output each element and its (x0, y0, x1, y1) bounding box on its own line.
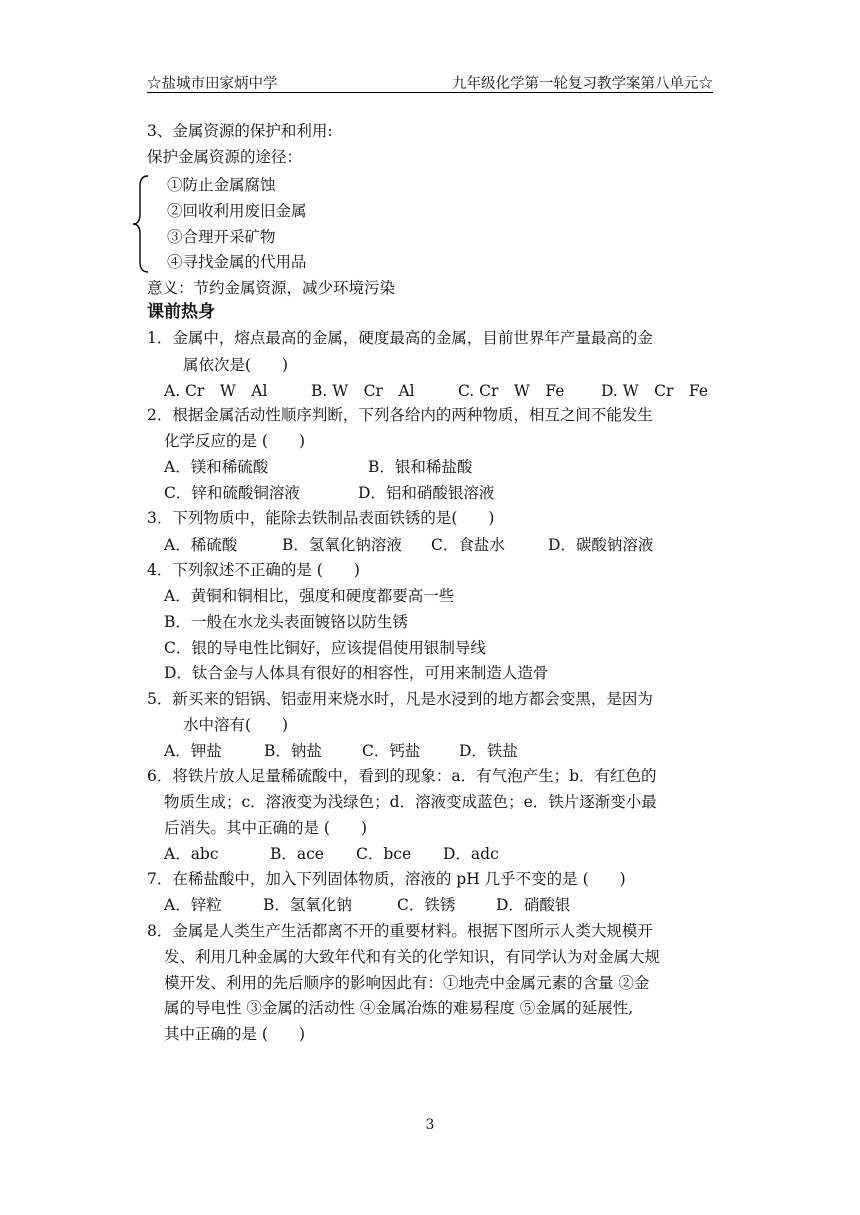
question-1-option-b: B. W Cr Al (311, 382, 415, 400)
question-3-option-a: A．稀硫酸 (164, 536, 238, 554)
question-7-option-d: D．硝酸银 (496, 896, 571, 914)
section-meaning: 意义：节约金属资源，减少环境污染 (147, 279, 396, 297)
question-3-line-1: 3．下列物质中，能除去铁制品表面铁锈的是( ) (147, 509, 495, 527)
question-2-option-b: B．银和稀盐酸 (368, 458, 473, 476)
question-3-option-b: B．氢氧化钠溶液 (282, 536, 402, 554)
header-school: ☆盐城市田家炳中学 (147, 76, 278, 92)
question-5-option-d: D．铁盐 (459, 742, 518, 760)
question-6-line-2: 物质生成；c．溶液变为浅绿色；d．溶液变成蓝色；e．铁片逐渐变小最 (164, 793, 657, 811)
section-title: 3、金属资源的保护和利用: (147, 122, 333, 140)
method-item-1: ①防止金属腐蚀 (167, 176, 276, 194)
question-4-option-a: A．黄铜和铜相比，强度和硬度都要高一些 (164, 587, 455, 605)
question-8-line-1: 8．金属是人类生产生活都离不开的重要材料。根据下图所示人类大规模开 (147, 922, 653, 940)
question-7-option-c: C．铁锈 (397, 896, 456, 914)
method-item-2: ②回收利用废旧金属 (167, 202, 307, 220)
question-5-line-1: 5．新买来的铝锅、铝壶用来烧水时，凡是水浸到的地方都会变黑，是因为 (147, 690, 653, 708)
question-7-option-a: A．锌粒 (164, 896, 222, 914)
question-3-option-c: C．食盐水 (431, 536, 505, 554)
question-4-line-1: 4．下列叙述不正确的是 ( ) (147, 561, 360, 579)
question-8-line-4: 属的导电性 ③金属的活动性 ④金属冶炼的难易程度 ⑤金属的延展性, (164, 999, 634, 1017)
question-1-line-2: 属依次是( ) (183, 356, 289, 374)
question-8-line-5: 其中正确的是 ( ) (164, 1025, 306, 1043)
question-7-line-1: 7．在稀盐酸中，加入下列固体物质，溶液的 pH 几乎不变的是 ( ) (147, 870, 626, 888)
section-subtitle: 保护金属资源的途径： (147, 148, 303, 166)
question-2-line-2: 化学反应的是 ( ) (164, 432, 306, 450)
question-4-option-d: D．钛合金与人体具有很好的相容性，可用来制造人造骨 (164, 664, 549, 682)
question-6-line-3: 后消失。其中正确的是 ( ) (164, 819, 368, 837)
question-5-line-2: 水中溶有( ) (183, 716, 289, 734)
question-1-option-c: C. Cr W Fe (458, 382, 565, 400)
question-2-line-1: 2．根据金属活动性顺序判断，下列各给内的两种物质，相互之间不能发生 (147, 406, 653, 424)
question-1-option-d: D. W Cr Fe (601, 382, 709, 400)
question-6-option-b: B．ace (270, 845, 324, 863)
question-7-option-b: B．氢氧化钠 (263, 896, 352, 914)
question-3-option-d: D．碳酸钠溶液 (548, 536, 654, 554)
question-6-line-1: 6．将铁片放人足量稀硫酸中，看到的现象：a．有气泡产生；b．有红色的 (147, 767, 657, 785)
question-8-line-2: 发、利用几种金属的大致年代和有关的化学知识，有同学认为对金属大规 (164, 948, 661, 966)
method-item-4: ④寻找金属的代用品 (167, 253, 307, 271)
question-6-option-d: D．adc (443, 845, 499, 863)
question-6-option-c: C．bce (356, 845, 412, 863)
question-5-option-c: C．钙盐 (362, 742, 421, 760)
question-2-option-d: D．铝和硝酸银溶液 (358, 484, 495, 502)
question-8-line-3: 模开发、利用的先后顺序的影响因此有：①地壳中金属元素的含量 ②金 (164, 974, 650, 992)
question-6-option-a: A．abc (164, 845, 219, 863)
question-4-option-b: B．一般在水龙头表面镀铬以防生锈 (164, 613, 408, 631)
header-course: 九年级化学第一轮复习教学案第八单元☆ (452, 76, 713, 92)
method-item-3: ③合理开采矿物 (167, 228, 276, 246)
question-5-option-a: A．钾盐 (164, 742, 222, 760)
warmup-heading: 课前热身 (147, 302, 215, 322)
question-2-option-a: A．镁和稀硫酸 (164, 458, 269, 476)
curly-brace-icon (132, 174, 150, 274)
page-header (147, 70, 713, 93)
question-1-option-a: A. Cr W Al (164, 382, 268, 400)
question-1-line-1: 1．金属中，熔点最高的金属，硬度最高的金属，目前世界年产量最高的金 (147, 329, 653, 347)
question-2-option-c: C．锌和硫酸铜溶液 (164, 484, 300, 502)
page-number: 3 (425, 1117, 435, 1133)
question-4-option-c: C．银的导电性比铜好，应该提倡使用银制导线 (164, 639, 486, 657)
question-5-option-b: B．钠盐 (264, 742, 322, 760)
